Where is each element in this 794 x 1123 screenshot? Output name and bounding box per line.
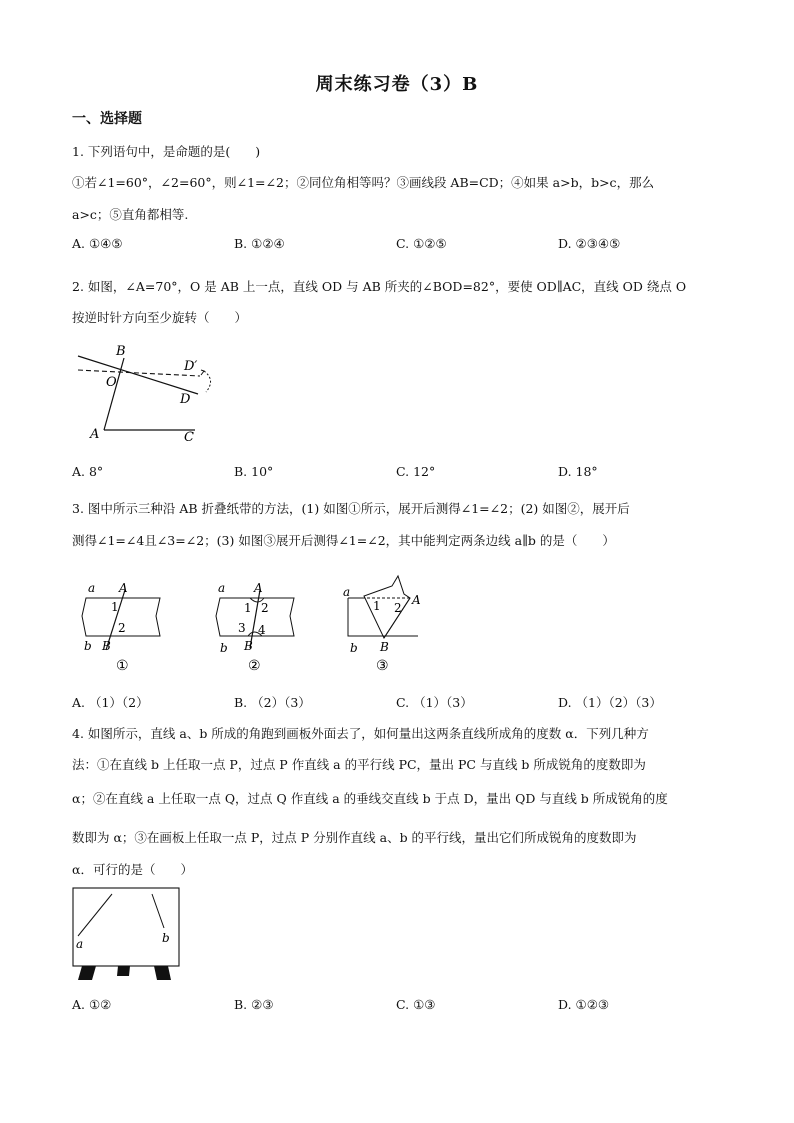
q3f1-label-a: a — [88, 581, 96, 595]
q2-option-b[interactable]: B. 10° — [234, 464, 274, 479]
q3f3-label-1: 1 — [373, 599, 381, 613]
q1-statements: ①若∠1=60°，∠2=60°，则∠1=∠2；②同位角相等吗？③画线段 AB=CD；④如果 a>b，b>c，那么 — [72, 175, 655, 190]
q1-option-c[interactable]: C. ①②⑤ — [396, 236, 447, 251]
q3-option-b[interactable]: B. （2）（3） — [234, 695, 311, 710]
q2-label-c: C — [184, 430, 194, 445]
section-heading: 一、选择题 — [72, 111, 142, 127]
q1-option-b[interactable]: B. ①②④ — [234, 236, 285, 251]
q2-label-d-prime: D′ — [184, 359, 198, 374]
q2-option-c[interactable]: C. 12° — [396, 464, 436, 479]
q3f2-label-4: 4 — [258, 623, 266, 637]
q3f3-label-A: A — [412, 593, 421, 607]
q2-label-d: D — [180, 392, 191, 407]
q4-option-a[interactable]: A. ①② — [72, 997, 112, 1012]
q1-option-a[interactable]: A. ①④⑤ — [72, 236, 123, 251]
q3-option-d[interactable]: D. （1）（2）（3） — [558, 695, 662, 710]
q2-option-d[interactable]: D. 18° — [558, 464, 598, 479]
q3f2-label-3: 3 — [238, 621, 246, 635]
q3f3-label-2: 2 — [394, 601, 402, 615]
q3f1-label-b: b — [84, 639, 92, 653]
q4-stem: 4. 如图所示，直线 a、b 所成的角跑到画板外面去了，如何量出这两条直线所成角的度数 α．下列几种方 — [72, 726, 649, 741]
q4-stem-line4: 数即为 α；③在画板上任取一点 P，过点 P 分别作直线 a、b 的平行线，量出它们所成锐角的度数即为 — [72, 830, 637, 845]
q3f2-label-B: B — [244, 639, 253, 653]
q4-option-c[interactable]: C. ①③ — [396, 997, 436, 1012]
q3f1-label-1: 1 — [111, 600, 119, 614]
q1-stem: 1. 下列语句中，是命题的是( ) — [72, 144, 261, 159]
q3f2-label-1: 1 — [244, 601, 252, 615]
q3-figure-3 — [340, 572, 430, 674]
q1-option-d[interactable]: D. ②③④⑤ — [558, 236, 621, 251]
q4-stem-line3: α；②在直线 a 上任取一点 Q，过点 Q 作直线 a 的垂线交直线 b 于点 D，量出 QD 与直线 b 所成锐角的度 — [72, 791, 668, 806]
q3f1-caption: ① — [116, 658, 129, 674]
q3f2-label-A: A — [254, 581, 263, 595]
q1-statements-cont: a>c；⑤直角都相等. — [72, 207, 189, 222]
q4-option-d[interactable]: D. ①②③ — [558, 997, 610, 1012]
q2-option-a[interactable]: A. 8° — [72, 464, 104, 479]
q2-stem: 2. 如图，∠A=70°，O 是 AB 上一点，直线 OD 与 AB 所夹的∠BOD=82°，要使 OD∥AC，直线 OD 绕点 O — [72, 279, 687, 294]
q2-label-o: O — [106, 375, 117, 390]
q3-stem-cont: 测得∠1=∠4且∠3=∠2；(3) 如图③展开后测得∠1=∠2，其中能判定两条边线 a∥b 的是（ ） — [72, 533, 615, 548]
q3f2-label-2: 2 — [261, 601, 269, 615]
q3-option-a[interactable]: A. （1）（2） — [72, 695, 149, 710]
q3f1-label-2: 2 — [118, 621, 126, 635]
q3f1-label-A: A — [119, 581, 128, 595]
page-title: 周末练习卷（3）B — [315, 74, 479, 95]
q3-figure-2 — [212, 578, 302, 674]
q3f2-label-b: b — [220, 641, 228, 655]
q3-stem: 3. 图中所示三种沿 AB 折叠纸带的方法，(1) 如图①所示，展开后测得∠1=∠2；(2) 如图②，展开后 — [72, 501, 630, 516]
q3f3-caption: ③ — [376, 658, 389, 674]
q2-figure — [70, 340, 230, 450]
q2-label-b: B — [116, 344, 126, 359]
q3-option-c[interactable]: C. （1）（3） — [396, 695, 473, 710]
q4-label-a: a — [76, 937, 84, 951]
q3f2-label-a: a — [218, 581, 226, 595]
q3f2-caption: ② — [248, 658, 261, 674]
q3f1-label-B: B — [102, 639, 111, 653]
q4-label-b: b — [162, 931, 170, 945]
q4-stem-line2: 法：①在直线 b 上任取一点 P，过点 P 作直线 a 的平行线 PC，量出 PC 与直线 b 所成锐角的度数即为 — [72, 757, 646, 772]
q3f3-label-B: B — [380, 640, 389, 654]
q3f3-label-b: b — [350, 641, 358, 655]
q3-figure-1 — [78, 578, 168, 674]
q4-figure — [72, 886, 184, 982]
q3f3-label-a: a — [343, 585, 351, 599]
q2-label-a: A — [90, 427, 100, 442]
q2-stem-cont: 按逆时针方向至少旋转（ ） — [72, 310, 248, 325]
q4-option-b[interactable]: B. ②③ — [234, 997, 274, 1012]
q4-stem-line5: α．可行的是（ ） — [72, 862, 193, 877]
